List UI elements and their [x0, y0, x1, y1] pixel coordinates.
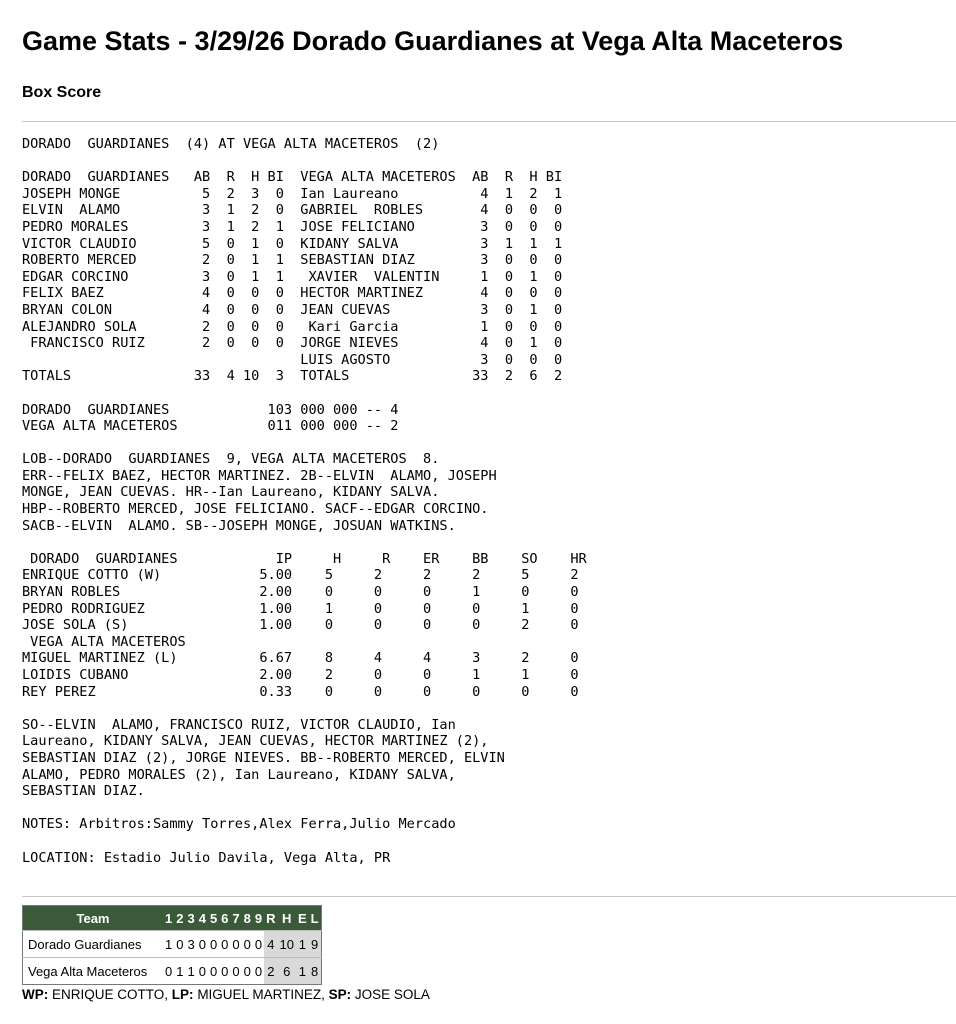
inning-score: 0 [242, 931, 253, 958]
inning-score: 0 [253, 931, 264, 958]
header-inning-3: 3 [185, 906, 196, 931]
winning-pitcher: ENRIQUE COTTO, [52, 987, 169, 1002]
total-hits: 10 [278, 931, 296, 958]
team-name: Dorado Guardianes [23, 931, 164, 958]
header-errors: E [296, 906, 309, 931]
linescore-header-row [23, 906, 322, 931]
total-runs: 4 [264, 931, 277, 958]
inning-score: 0 [208, 931, 219, 958]
inning-score: 0 [208, 958, 219, 985]
linescore-table [22, 905, 322, 985]
inning-score: 0 [163, 958, 174, 985]
header-inning-2: 2 [174, 906, 185, 931]
inning-score: 0 [174, 931, 185, 958]
inning-score: 0 [253, 958, 264, 985]
top-divider [22, 121, 956, 122]
total-runs: 2 [264, 958, 277, 985]
header-inning-8: 8 [242, 906, 253, 931]
inning-score: 0 [197, 958, 208, 985]
sp-label: SP: [328, 987, 352, 1002]
header-inning-4: 4 [197, 906, 208, 931]
box-score-heading: Box Score [22, 84, 102, 101]
header-runs: R [264, 906, 277, 931]
header-hits: H [278, 906, 296, 931]
header-inning-5: 5 [208, 906, 219, 931]
header-inning-6: 6 [219, 906, 230, 931]
lp-label: LP: [171, 987, 194, 1002]
page-title: Game Stats - 3/29/26 Dorado Guardianes at Vega Alta Maceteros [22, 26, 844, 56]
linescore-row-home [23, 958, 322, 985]
header-lob: L [309, 906, 321, 931]
pitcher-decisions [22, 987, 430, 1002]
bottom-divider [22, 896, 956, 897]
header-inning-1: 1 [163, 906, 174, 931]
losing-pitcher: MIGUEL MARTINEZ, [197, 987, 325, 1002]
inning-score: 1 [174, 958, 185, 985]
total-errors: 1 [296, 931, 309, 958]
inning-score: 0 [230, 931, 241, 958]
total-lob: 8 [309, 958, 321, 985]
team-name: Vega Alta Maceteros [23, 958, 164, 985]
header-inning-9: 9 [253, 906, 264, 931]
linescore-row-away [23, 931, 322, 958]
inning-score: 0 [242, 958, 253, 985]
total-errors: 1 [296, 958, 309, 985]
total-lob: 9 [309, 931, 321, 958]
header-inning-7: 7 [230, 906, 241, 931]
inning-score: 0 [219, 958, 230, 985]
inning-score: 1 [185, 958, 196, 985]
box-score-text: DORADO GUARDIANES (4) AT VEGA ALTA MACETEROS (2) DORADO GUARDIANES AB R H BI VEGA ALTA MACETEROS AB R H BI JOSEPH MONGE 5 2 3 0 Ian Laureano 4 1 2 1 ELVIN ALAMO 3 1 2 0 GABRIEL ROBLES 4 0 0 0 PEDRO MORALES 3 1 2 1 JOSE FELICIANO 3 0 0 0 VICTOR CLAUDIO 5 0 1 0 KIDANY SALVA 3 1 1 1 ROBERTO MERCED 2 0 1 1 SEBASTIAN DIAZ 3 0 0 0 EDGAR CORCINO 3 0 1 1 XAVIER VALENTIN 1 0 1 0 FELIX BAEZ 4 0 0 0 HECTOR MARTINEZ 4 0 0 0 BRYAN COLON 4 0 0 0 JEAN CUEVAS 3 0 1 0 ALEJANDRO SOLA 2 0 0 0 Kari Garcia 1 0 0 0 FRANCISCO RUIZ 2 0 0 0 JORGE NIEVES 4 0 1 0 LUIS AGOSTO 3 0 0 0 TOTALS 33 4 10 3 TOTALS 33 2 6 2 DORADO GUARDIANES 103 000 000 -- 4 VEGA ALTA MACETEROS 011 000 000 -- 2 LOB--DORADO GUARDIANES 9, VEGA ALTA MACETEROS 8. ERR--FELIX BAEZ, HECTOR MARTINEZ. 2B--ELVIN ALAMO, JOSEPH MONGE, JEAN CUEVAS. HR--Ian Laureano, KIDANY SALVA. HBP--ROBERTO MERCED, JOSE FELICIANO. SACF--EDGAR CORCINO. SACB--ELVIN ALAMO. SB--JOSEPH MONGE, JOSUAN WATKINS. DORADO GUARDIANES IP H R ER BB SO HR ENRIQUE COTTO (W) 5.00 5 2 2 2 5 2 BRYAN ROBLES 2.00 0 0 0 1 0 0 PEDRO RODRIGUEZ 1.00 1 0 0 0 1 0 JOSE SOLA (S) 1.00 0 0 0 0 2 0 VEGA ALTA MACETEROS MIGUEL MARTINEZ (L) 6.67 8 4 4 3 2 0 LOIDIS CUBANO 2.00 2 0 0 1 1 0 REY PEREZ 0.33 0 0 0 0 0 0 SO--ELVIN ALAMO, FRANCISCO RUIZ, VICTOR CLAUDIO, Ian Laureano, KIDANY SALVA, JEAN CUEVAS, HECTOR MARTINEZ (2), SEBASTIAN DIAZ (2), JORGE NIEVES. BB--ROBERTO MERCED, ELVIN ALAMO, PEDRO MORALES (2), Ian Laureano, KIDANY SALVA, SEBASTIAN DIAZ. NOTES: Arbitros:Sammy Torres,Alex Ferra,Julio Mercado LOCATION: Estadio Julio Davila, Vega Alta, PR [22, 136, 587, 866]
inning-score: 0 [219, 931, 230, 958]
inning-score: 0 [197, 931, 208, 958]
inning-score: 3 [185, 931, 196, 958]
inning-score: 1 [163, 931, 174, 958]
wp-label: WP: [22, 987, 49, 1002]
total-hits: 6 [278, 958, 296, 985]
save-pitcher: JOSE SOLA [354, 987, 430, 1002]
header-team: Team [23, 906, 164, 931]
inning-score: 0 [230, 958, 241, 985]
